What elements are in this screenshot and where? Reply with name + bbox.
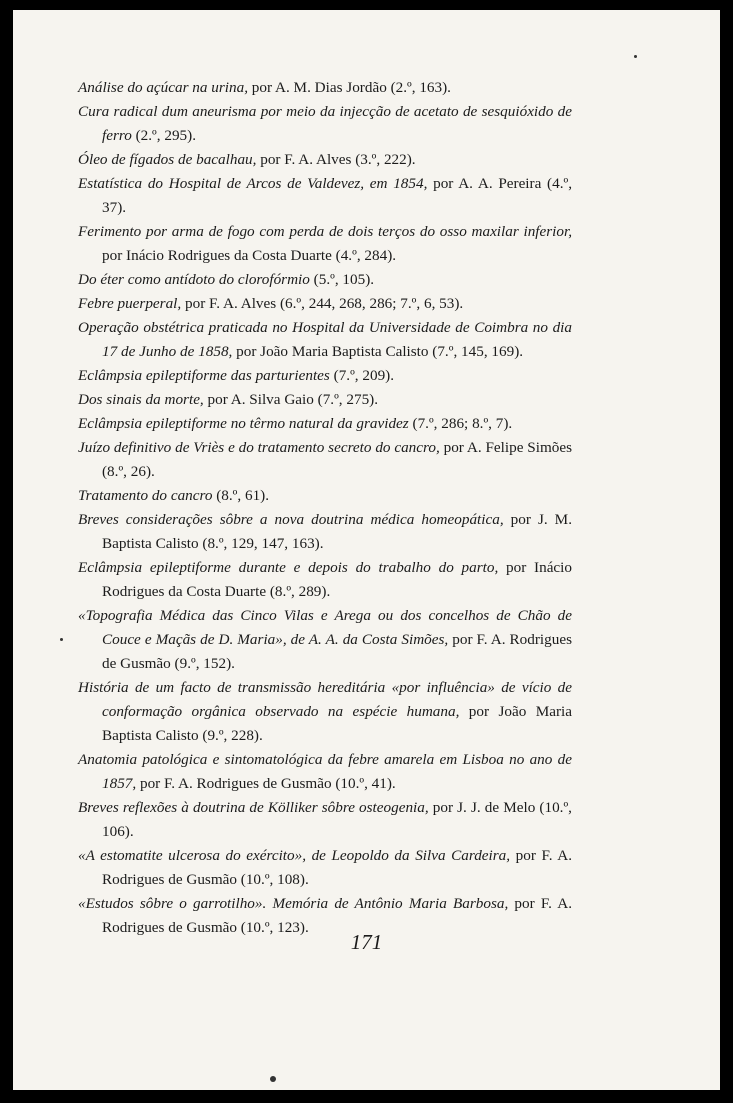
entry-title: Eclâmpsia epileptiforme no têrmo natural da gravidez (78, 415, 409, 432)
bibliography-entry (78, 676, 572, 748)
entry-title: «A estomatite ulcerosa do exército», de Leopoldo da Silva Cardeira, (78, 847, 511, 864)
entry-title: Óleo de fígados de bacalhau, (78, 151, 257, 168)
page-number: 171 (350, 930, 383, 954)
bibliography-entry (78, 604, 572, 676)
document-page (13, 10, 720, 1090)
paper-speck (60, 638, 63, 641)
bibliography-entry (78, 76, 572, 100)
entry-citation: por Inácio Rodrigues da Costa Duarte (4.º, 284). (102, 247, 397, 264)
entry-title: Tratamento do cancro (78, 487, 213, 504)
entry-title: Ferimento por arma de fogo com perda de dois terços do osso maxilar inferior, (78, 223, 572, 240)
bibliography-entry (78, 508, 572, 556)
entry-citation: (2.º, 295). (131, 127, 196, 144)
entry-title: Operação obstétrica praticada no Hospital da Universidade de Coimbra no dia 17 de Junho de 1858, (78, 319, 572, 360)
entry-title: «Estudos sôbre o garrotilho». Memória de Antônio Maria Barbosa, (78, 895, 509, 912)
entry-title: Eclâmpsia epileptiforme durante e depois do trabalho do parto, (78, 559, 499, 576)
entry-citation: por A. M. Dias Jordão (2.º, 163). (248, 79, 451, 96)
entry-citation: (7.º, 209). (329, 367, 395, 384)
entry-title: «Topografia Médica das Cinco Vilas e Arega ou dos concelhos de Chão de Couce e Maçãs de D. Maria», de A. A. da Costa Simões, (78, 607, 572, 648)
entry-citation: (5.º, 105). (309, 271, 375, 288)
entry-title: Cura radical dum aneurisma por meio da injecção de acetato de sesquióxido de ferro (78, 103, 572, 144)
entry-title: Análise do açúcar na urina, (78, 79, 248, 96)
entry-title: Dos sinais da morte, (78, 391, 204, 408)
bibliography-entry (78, 364, 572, 388)
entry-title: Estatística do Hospital de Arcos de Valdevez, em 1854, (78, 175, 428, 192)
entry-title: História de um facto de transmissão hereditária «por influência» de vício de conformação orgânica observado na espécie humana, (78, 679, 572, 720)
entry-citation: por J. M. Baptista Calisto (8.º, 129, 147, 163). (102, 511, 572, 552)
bibliography-entry (78, 268, 572, 292)
entry-citation: por F. A. Alves (3.º, 222). (256, 151, 416, 168)
entry-citation: por F. A. Rodrigues de Gusmão (10.º, 41). (136, 775, 396, 792)
entry-title: Breves considerações sôbre a nova doutrina médica homeopática, (78, 511, 504, 528)
bibliography-entry (78, 172, 572, 220)
bibliography-entry (78, 436, 572, 484)
entry-title: Juízo definitivo de Vriès e do tratamento secreto do cancro, (78, 439, 440, 456)
bibliography-entry (78, 220, 572, 268)
entry-citation: por F. A. Rodrigues de Gusmão (10.º, 108). (102, 847, 573, 888)
entry-citation: por F. A. Alves (6.º, 244, 268, 286; 7.º, 6, 53). (181, 295, 464, 312)
entry-citation: por A. A. Pereira (4.º, 37). (102, 175, 572, 216)
entry-citation: por João Maria Baptista Calisto (7.º, 145, 169). (232, 343, 524, 360)
bibliography-entry (78, 100, 572, 148)
entry-title: Anatomia patológica e sintomatológica da febre amarela em Lisboa no ano de 1857, (78, 751, 572, 792)
entry-citation: por F. A. Rodrigues de Gusmão (10.º, 123). (102, 895, 572, 936)
entry-citation: por Inácio Rodrigues da Costa Duarte (8.º, 289). (102, 559, 572, 600)
entry-citation: (7.º, 286; 8.º, 7). (408, 415, 513, 432)
entry-citation: por J. J. de Melo (10.º, 106). (102, 799, 572, 840)
bibliography-entry (78, 316, 572, 364)
bibliography-entry (78, 844, 572, 892)
entry-citation: por A. Silva Gaio (7.º, 275). (203, 391, 379, 408)
bibliography-entry (78, 148, 572, 172)
entry-citation: por F. A. Rodrigues de Gusmão (9.º, 152). (102, 631, 572, 672)
entry-citation: por A. Felipe Simões (8.º, 26). (102, 439, 573, 480)
entry-title: Febre puerperal, (78, 295, 182, 312)
entry-title: Eclâmpsia epileptiforme das parturientes (78, 367, 330, 384)
bibliography-entry (78, 292, 572, 316)
bibliography-entry (78, 556, 572, 604)
paper-speck (270, 1076, 276, 1082)
bibliography-list (78, 76, 572, 940)
bibliography-entry (78, 796, 572, 844)
entry-citation: por João Maria Baptista Calisto (9.º, 228). (102, 703, 572, 744)
bibliography-entry (78, 412, 572, 436)
entry-title: Breves reflexões à doutrina de Kölliker sôbre osteogenia, (78, 799, 429, 816)
bibliography-entry (78, 388, 572, 412)
entry-citation: (8.º, 61). (212, 487, 270, 504)
paper-speck (634, 55, 637, 58)
bibliography-entry (78, 484, 572, 508)
bibliography-entry (78, 748, 572, 796)
entry-title: Do éter como antídoto do clorofórmio (78, 271, 310, 288)
